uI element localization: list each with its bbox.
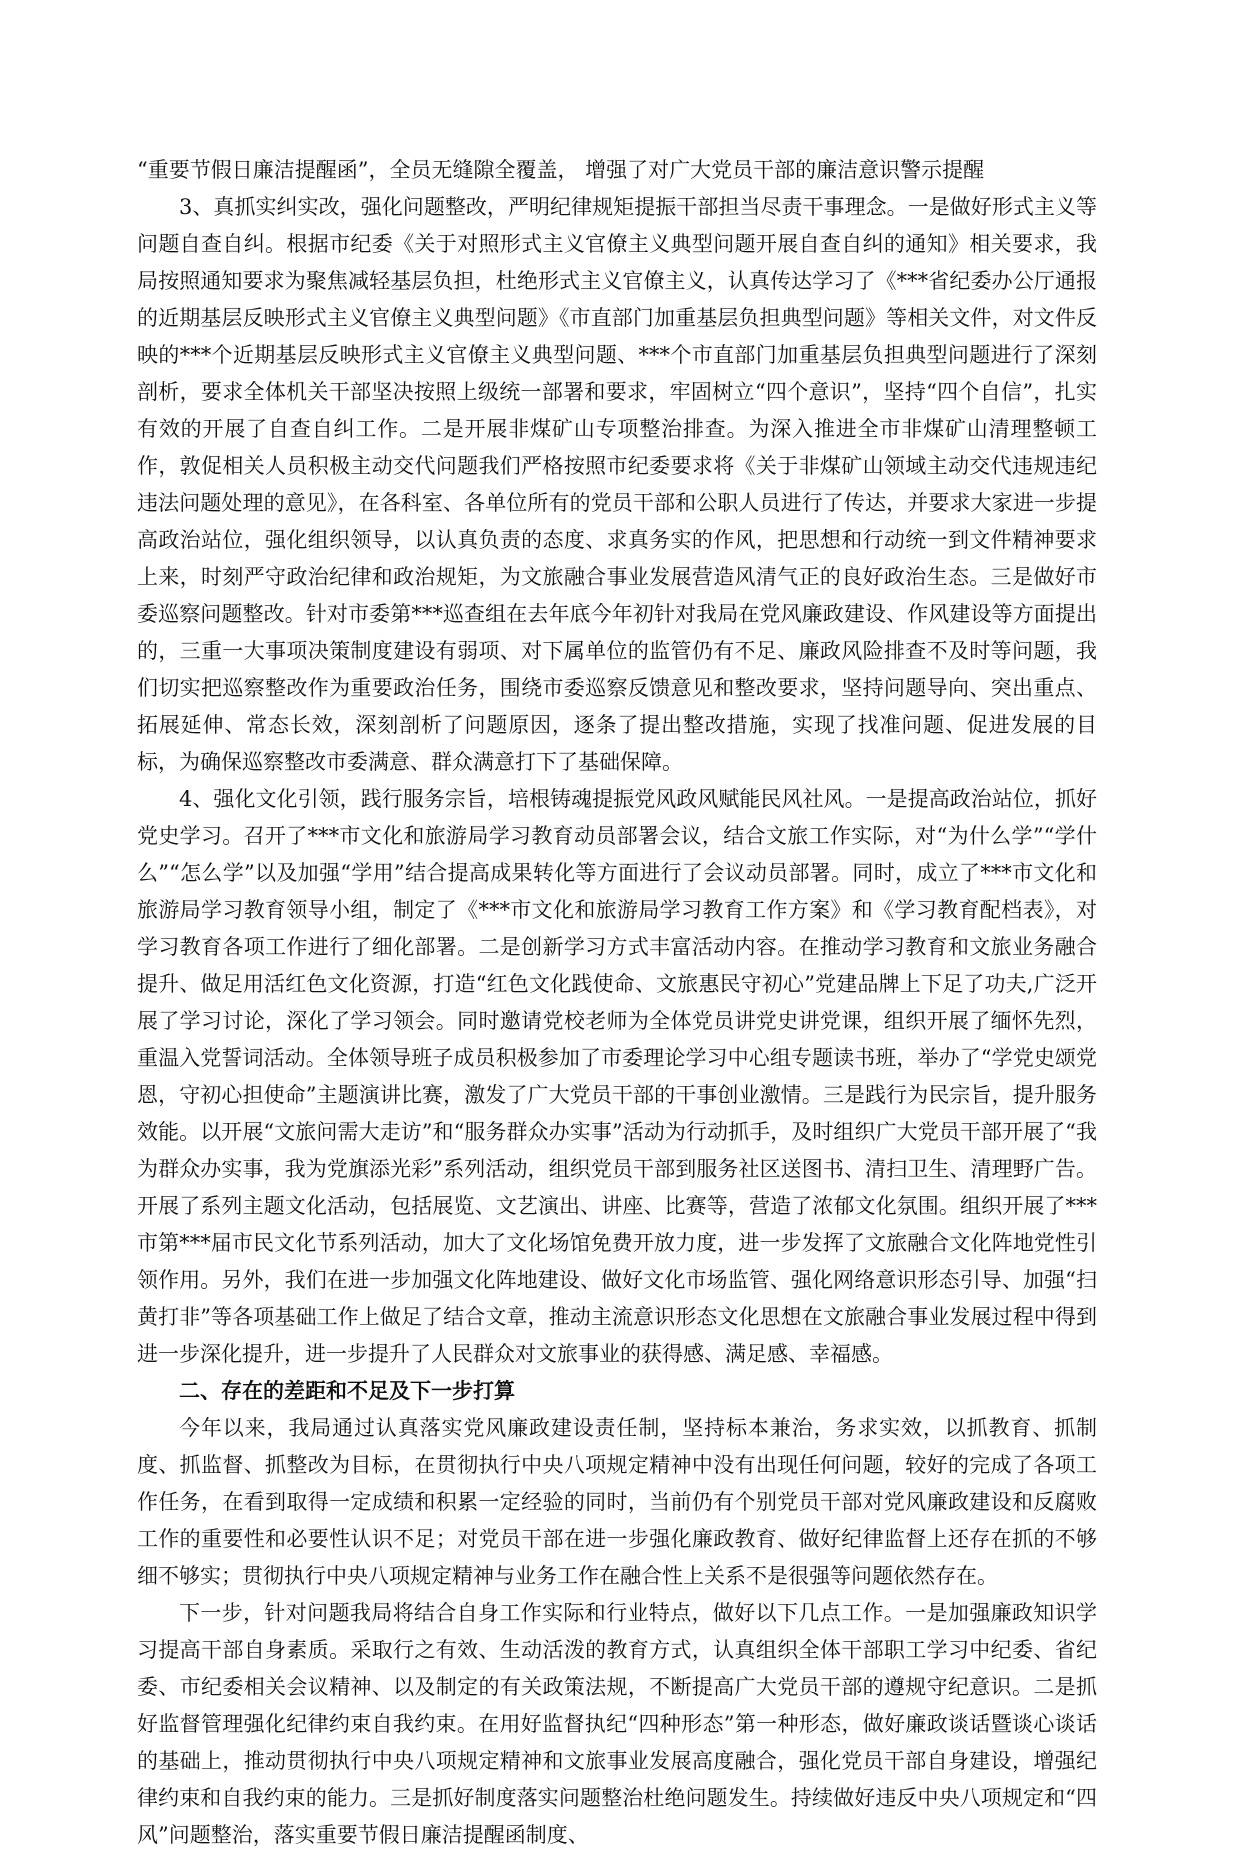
paragraph-status-summary: 今年以来，我局通过认真落实党风廉政建设责任制，坚持标本兼治，务求实效，以抓教育、抓制度、抓监督、抓整改为目标，在贯彻执行中央八项规定精神中没有出现任何问题，较好的完成了各项工作任务，在看到取得一定成绩和积累一定经验的同时，当前仍有个别党员干部对党风廉政建设和反腐败工作的重要性和必要性认识不足；对党员干部在进一步强化廉政教育、做好纪律监督上还存在抓的不够细不够实；贯彻执行中央八项规定精神与业务工作在融合性上关系不是很强等问题依然存在。 <box>137 1416 1097 1588</box>
section-heading-2: 二、存在的差距和不足及下一步打算 <box>179 1379 515 1403</box>
paragraph-next-steps: 下一步，针对问题我局将结合自身工作实际和行业特点，做好以下几点工作。一是加强廉政知识学习提高干部自身素质。采取行之有效、生动活泼的教育方式，认真组织全体干部职工学习中纪委、省纪委、市纪委相关会议精神、以及制定的有关政策法规，不断提高广大党员干部的遵规守纪意识。二是抓好监督管理强化纪律约束自我约束。在用好监督执纪“四种形态”第一种形态，做好廉政谈话暨谈心谈话的基础上，推动贯彻执行中央八项规定精神和文旅事业发展高度融合，强化党员干部自身建设，增强纪律约束和自我约束的能力。三是抓好制度落实问题整治杜绝问题发生。持续做好违反中央八项规定和“四风”问题整治，落实重要节假日廉洁提醒函制度、 <box>137 1601 1097 1847</box>
paragraph-item-4: 4、强化文化引领，践行服务宗旨，培根铸魂提振党风政风赋能民风社风。一是提高政治站位，抓好党史学习。召开了***市文化和旅游局学习教育动员部署会议，结合文旅工作实际，对“为什么学”“学什么”“怎么学”以及加强“学用”结合提高成果转化等方面进行了会议动员部署。同时，成立了***市文化和旅游局学习教育领导小组，制定了《***市文化和旅游局学习教育工作方案》和《学习教育配档表》，对学习教育各项工作进行了细化部署。二是创新学习方式丰富活动内容。在推动学习教育和文旅业务融合提升、做足用活红色文化资源，打造“红色文化践使命、文旅惠民守初心”党建品牌上下足了功夫,广泛开展了学习讨论，深化了学习领会。同时邀请党校老师为全体党员讲党史讲党课，组织开展了缅怀先烈，重温入党誓词活动。全体领导班子成员积极参加了市委理论学习中心组专题读书班，举办了“学党史颂党恩，守初心担使命”主题演讲比赛，激发了广大党员干部的干事创业激情。三是践行为民宗旨，提升服务效能。以开展“文旅问需大走访”和“服务群众办实事”活动为行动抓手，及时组织广大党员干部开展了“我为群众办实事，我为党旗添光彩”系列活动，组织党员干部到服务社区送图书、清扫卫生、清理野广告。开展了系列主题文化活动，包括展览、文艺演出、讲座、比赛等，营造了浓郁文化氛围。组织开展了***市第***届市民文化节系列活动，加大了文化场馆免费开放力度，进一步发挥了文旅融合文化阵地党性引领作用。另外，我们在进一步加强文化阵地建设、做好文化市场监管、强化网络意识形态引导、加强“扫黄打非”等各项基础工作上做足了结合文章，推动主流意识形态文化思想在文旅融合事业发展过程中得到进一步深化提升，进一步提升了人民群众对文旅事业的获得感、满足感、幸福感。 <box>137 787 1097 1366</box>
continuation-paragraph: “重要节假日廉洁提醒函”，全员无缝隙全覆盖， 增强了对广大党员干部的廉洁意识警示提醒 <box>137 158 985 182</box>
paragraph-item-3: 3、真抓实纠实改，强化问题整改，严明纪律规矩提振干部担当尽责干事理念。一是做好形式主义等问题自查自纠。根据市纪委《关于对照形式主义官僚主义典型问题开展自查自纠的通知》相关要求，我局按照通知要求为聚焦减轻基层负担，杜绝形式主义官僚主义，认真传达学习了《***省纪委办公厅通报的近期基层反映形式主义官僚主义典型问题》《市直部门加重基层负担典型问题》等相关文件，对文件反映的***个近期基层反映形式主义官僚主义典型问题、***个市直部门加重基层负担典型问题进行了深刻剖析，要求全体机关干部坚决按照上级统一部署和要求，牢固树立“四个意识”，坚持“四个自信”，扎实有效的开展了自查自纠工作。二是开展非煤矿山专项整治排查。为深入推进全市非煤矿山清理整顿工作，敦促相关人员积极主动交代问题我们严格按照市纪委要求将《关于非煤矿山领域主动交代违规违纪违法问题处理的意见》，在各科室、各单位所有的党员干部和公职人员进行了传达，并要求大家进一步提高政治站位，强化组织领导，以认真负责的态度、求真务实的作风，把思想和行动统一到文件精神要求上来，时刻严守政治纪律和政治规矩，为文旅融合事业发展营造风清气正的良好政治生态。三是做好市委巡察问题整改。针对市委第***巡查组在去年底今年初针对我局在党风廉政建设、作风建设等方面提出的，三重一大事项决策制度建设有弱项、对下属单位的监管仍有不足、廉政风险排查不及时等问题，我们切实把巡察整改作为重要政治任务，围绕市委巡察反馈意见和整改要求，坚持问题导向、突出重点、拓展延伸、常态长效，深刻剖析了问题原因，逐条了提出整改措施，实现了找准问题、促进发展的目标，为确保巡察整改市委满意、群众满意打下了基础保障。 <box>137 195 1097 774</box>
document-page <box>137 152 1097 1854</box>
